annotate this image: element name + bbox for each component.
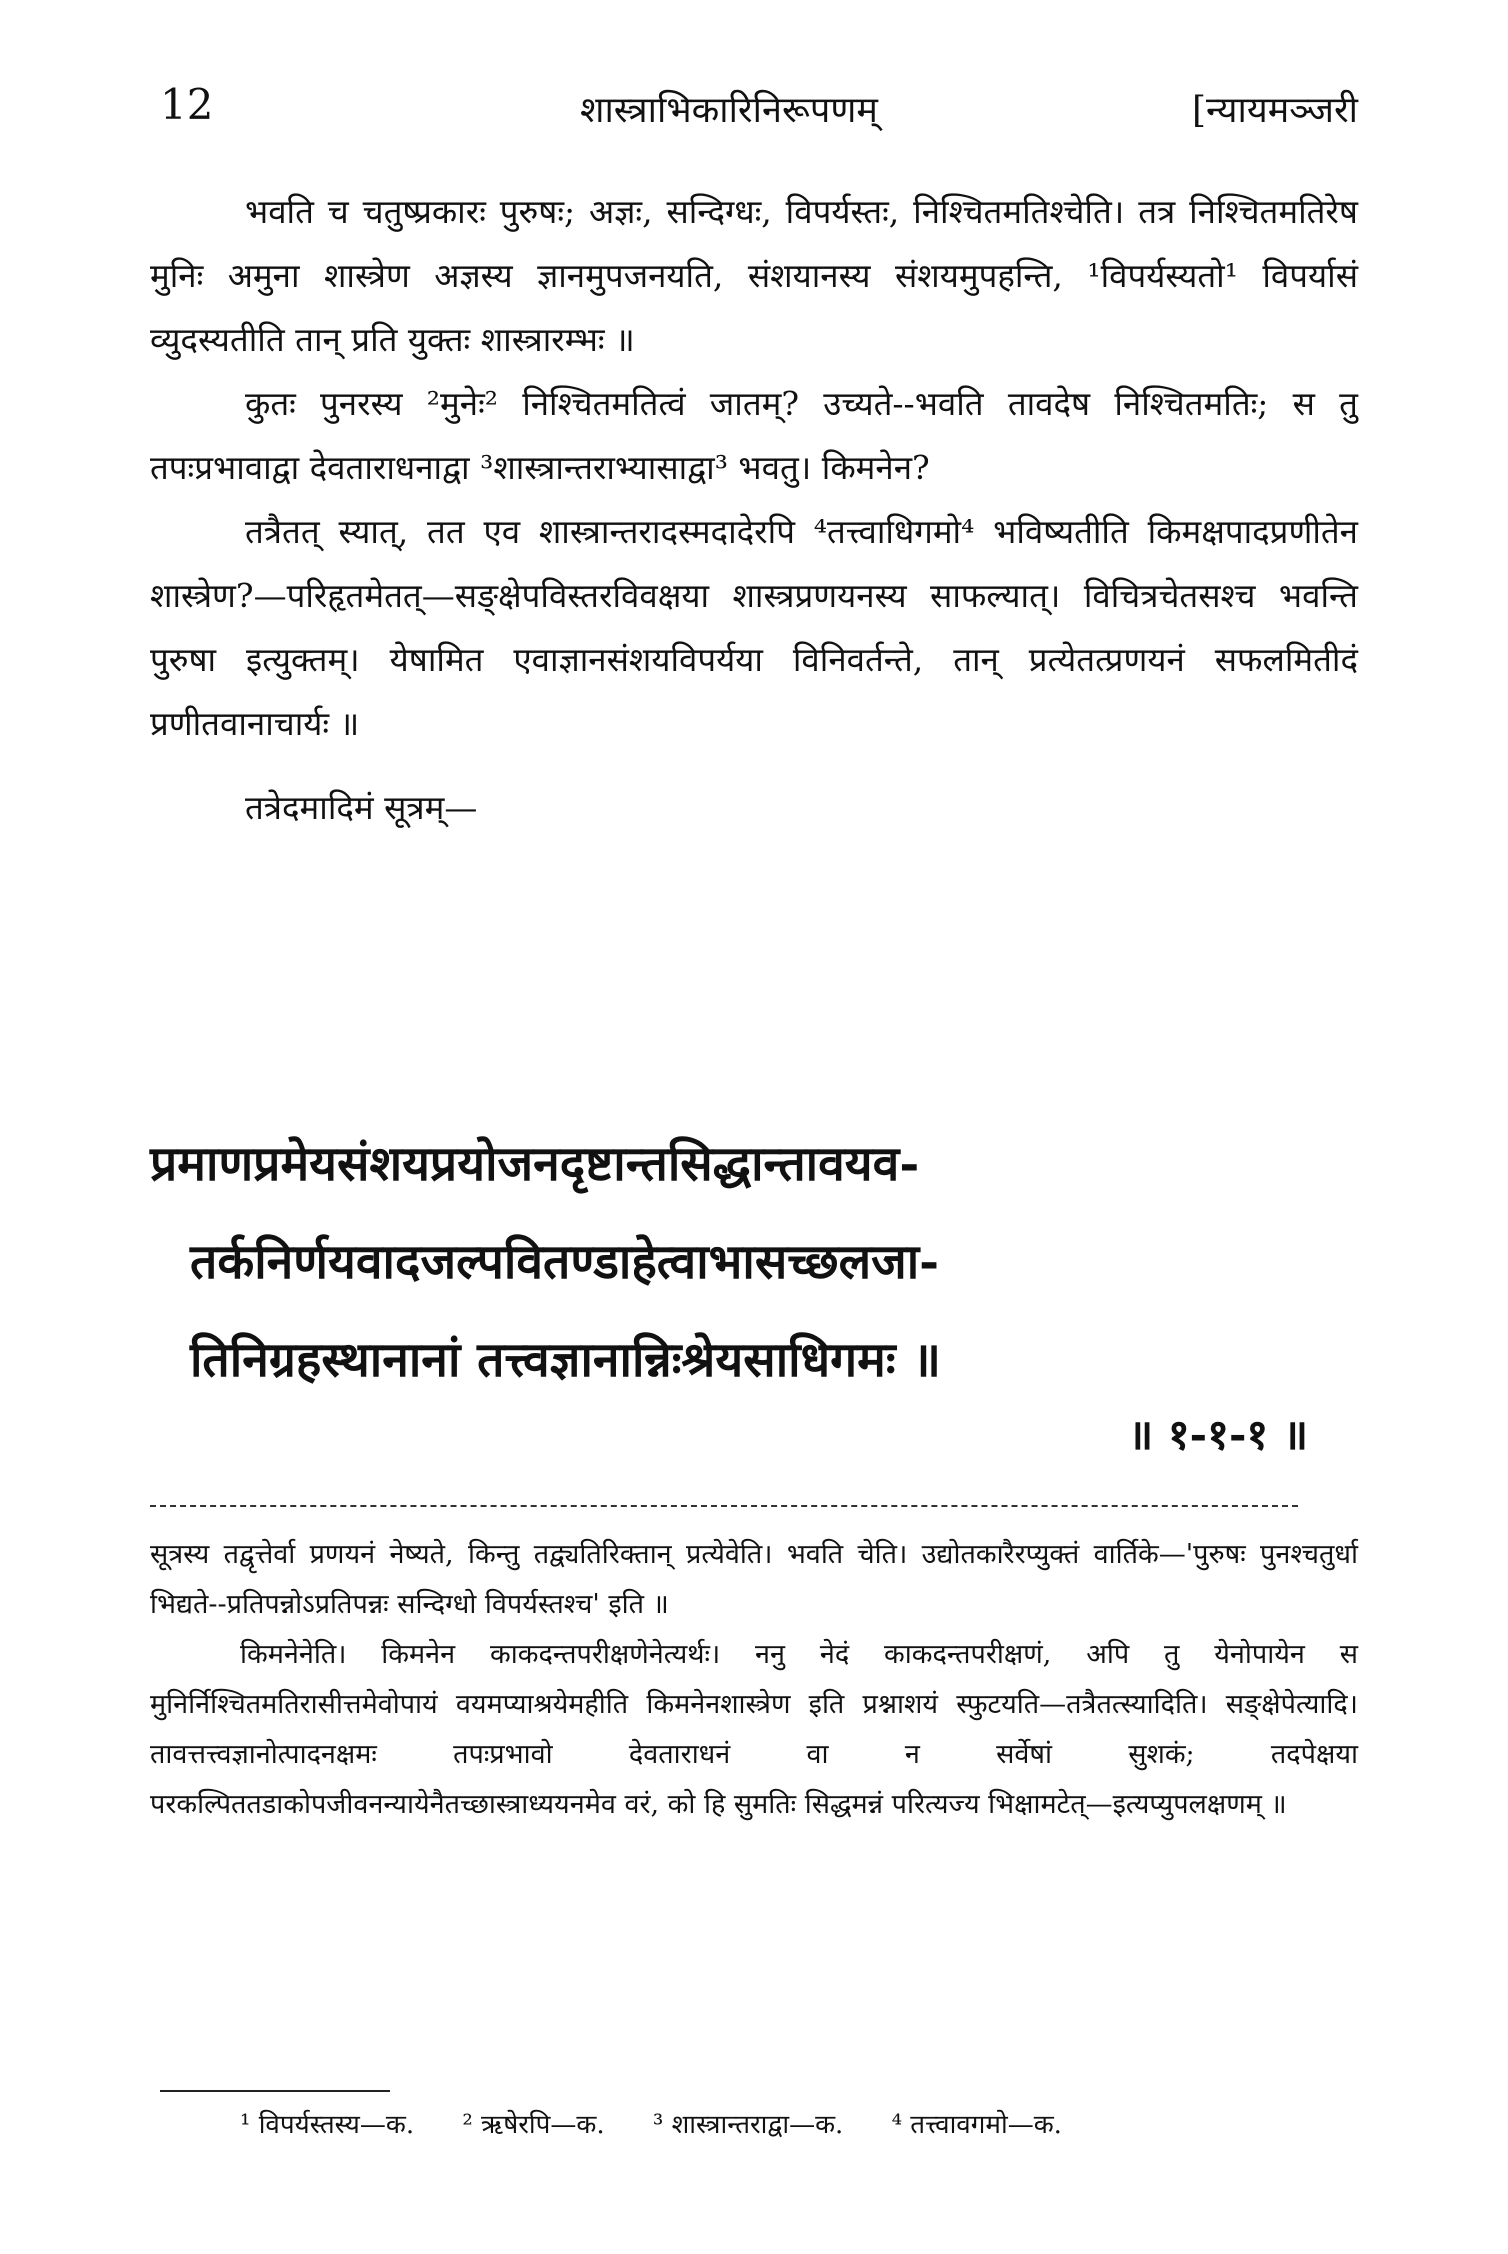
paragraph-3: तत्रैतत् स्यात्, तत एव शास्त्रान्तरादस्मदादेरपि ⁴तत्त्वाधिगमो⁴ भविष्यतीति किमक्षपादप्रणीतेन शास्त्रेण?—परिहृतमेतत्—सङ्क्षेपविस्तरविवक्षया शास्त्रप्रणयनस्य साफल्यात्। विचित्रचेतसश्च भवन्ति पुरुषा इत्युक्तम्। येषामित एवाज्ञानसंशयविपर्यया विनिवर्तन्ते, तान् प्रत्येतत्प्रणयनं सफलमितीदं प्रणीतवानाचार्यः ॥ bbox=[150, 512, 1358, 743]
paragraph-1: भवति च चतुष्प्रकारः पुरुषः; अज्ञः, सन्दिग्धः, विपर्यस्तः, निश्चितमतिश्चेति। तत्र निश्चितमतिरेष मुनिः अमुना शास्त्रेण अज्ञस्य ज्ञानमुपजनयति, संशयानस्य संशयमुपहन्ति, ¹विपर्यस्यतो¹ विपर्यासं व्युदस्यतीति तान् प्रति युक्तः शास्त्रारम्भः ॥ bbox=[150, 192, 1358, 359]
paragraph-2: कुतः पुनरस्य ²मुनेः² निश्चितमतित्वं जातम्? उच्यते--भवति तावदेष निश्चितमतिः; स तु तपःप्रभावाद्वा देवताराधनाद्वा ³शास्त्रान्तराभ्यासाद्वा³ भवतु। किमनेन? bbox=[150, 384, 1358, 487]
running-title: शास्त्राभिकारिनिरूपणम् bbox=[580, 90, 878, 131]
commentary-para-1: सूत्रस्य तद्वृत्तेर्वा प्रणयनं नेष्यते, किन्तु तद्व्यतिरिक्तान् प्रत्येवेति। भवति चेति। उद्योतकारैरप्युक्तं वार्तिके—'पुरुषः पुनश्चतुर्धा भिद्यते--प्रतिपन्नोऽप्रतिपन्नः सन्दिग्धो विपर्यस्तश्च' इति ॥ bbox=[150, 1539, 1358, 1620]
page-number: 12 bbox=[160, 80, 214, 129]
sutra-line-1: प्रमाणप्रमेयसंशयप्रयोजनदृष्टान्तसिद्धान्तावयव- bbox=[150, 1136, 920, 1192]
footnotes bbox=[240, 2105, 1358, 2141]
footnote-2: ² ऋषेरपि—क. bbox=[462, 2110, 605, 2140]
footnote-1: ¹ विपर्यस्तस्य—क. bbox=[240, 2110, 415, 2140]
main-text bbox=[150, 180, 1358, 840]
commentary-para-2: किमनेनेति। किमनेन काकदन्तपरीक्षणेनेत्यर्थः। ननु नेदं काकदन्तपरीक्षणं, अपि तु येनोपायेन स मुनिर्निश्चितमतिरासीत्तमेवोपायं वयमप्याश्रयेमहीति किमनेनशास्त्रेण इति प्रश्नाशयं स्फुटयति—तत्रैतत्स्यादिति। सङ्क्षेपेत्यादि। तावत्तत्त्वज्ञानोत्पादनक्षमः तपःप्रभावो देवताराधनं वा न सर्वेषां सुशकं; तदपेक्षया परकल्पिततडाकोपजीवनन्यायेनैतच्छास्त्राध्ययनमेव वरं, को हि सुमतिः सिद्धमन्नं परित्यज्य भिक्षामटेत्—इत्यप्युपलक्षणम् ॥ bbox=[150, 1639, 1358, 1820]
divider-dashed bbox=[150, 1505, 1298, 1507]
sutra-intro: तत्रेदमादिमं सूत्रम्— bbox=[245, 788, 478, 827]
page-header bbox=[160, 80, 1358, 150]
sutra-line-3: तिनिग्रहस्थानानां तत्त्वज्ञानान्निःश्रेयसाधिगमः ॥ bbox=[190, 1332, 941, 1388]
footnote-3: ³ शास्त्रान्तराद्वा—क. bbox=[652, 2110, 844, 2140]
footnote-4: ⁴ तत्त्वावगमो—क. bbox=[891, 2110, 1062, 2140]
section-title: [न्यायमञ्जरी bbox=[1191, 90, 1358, 131]
sutra-number: ॥ १-१-१ ॥ bbox=[1128, 1410, 1308, 1459]
footnote-rule bbox=[160, 2090, 390, 2092]
commentary bbox=[150, 1530, 1358, 1830]
sutra-line-2: तर्कनिर्णयवादजल्पवितण्डाहेत्वाभासच्छलजा- bbox=[190, 1234, 940, 1290]
sutra-block bbox=[150, 1115, 1358, 1409]
